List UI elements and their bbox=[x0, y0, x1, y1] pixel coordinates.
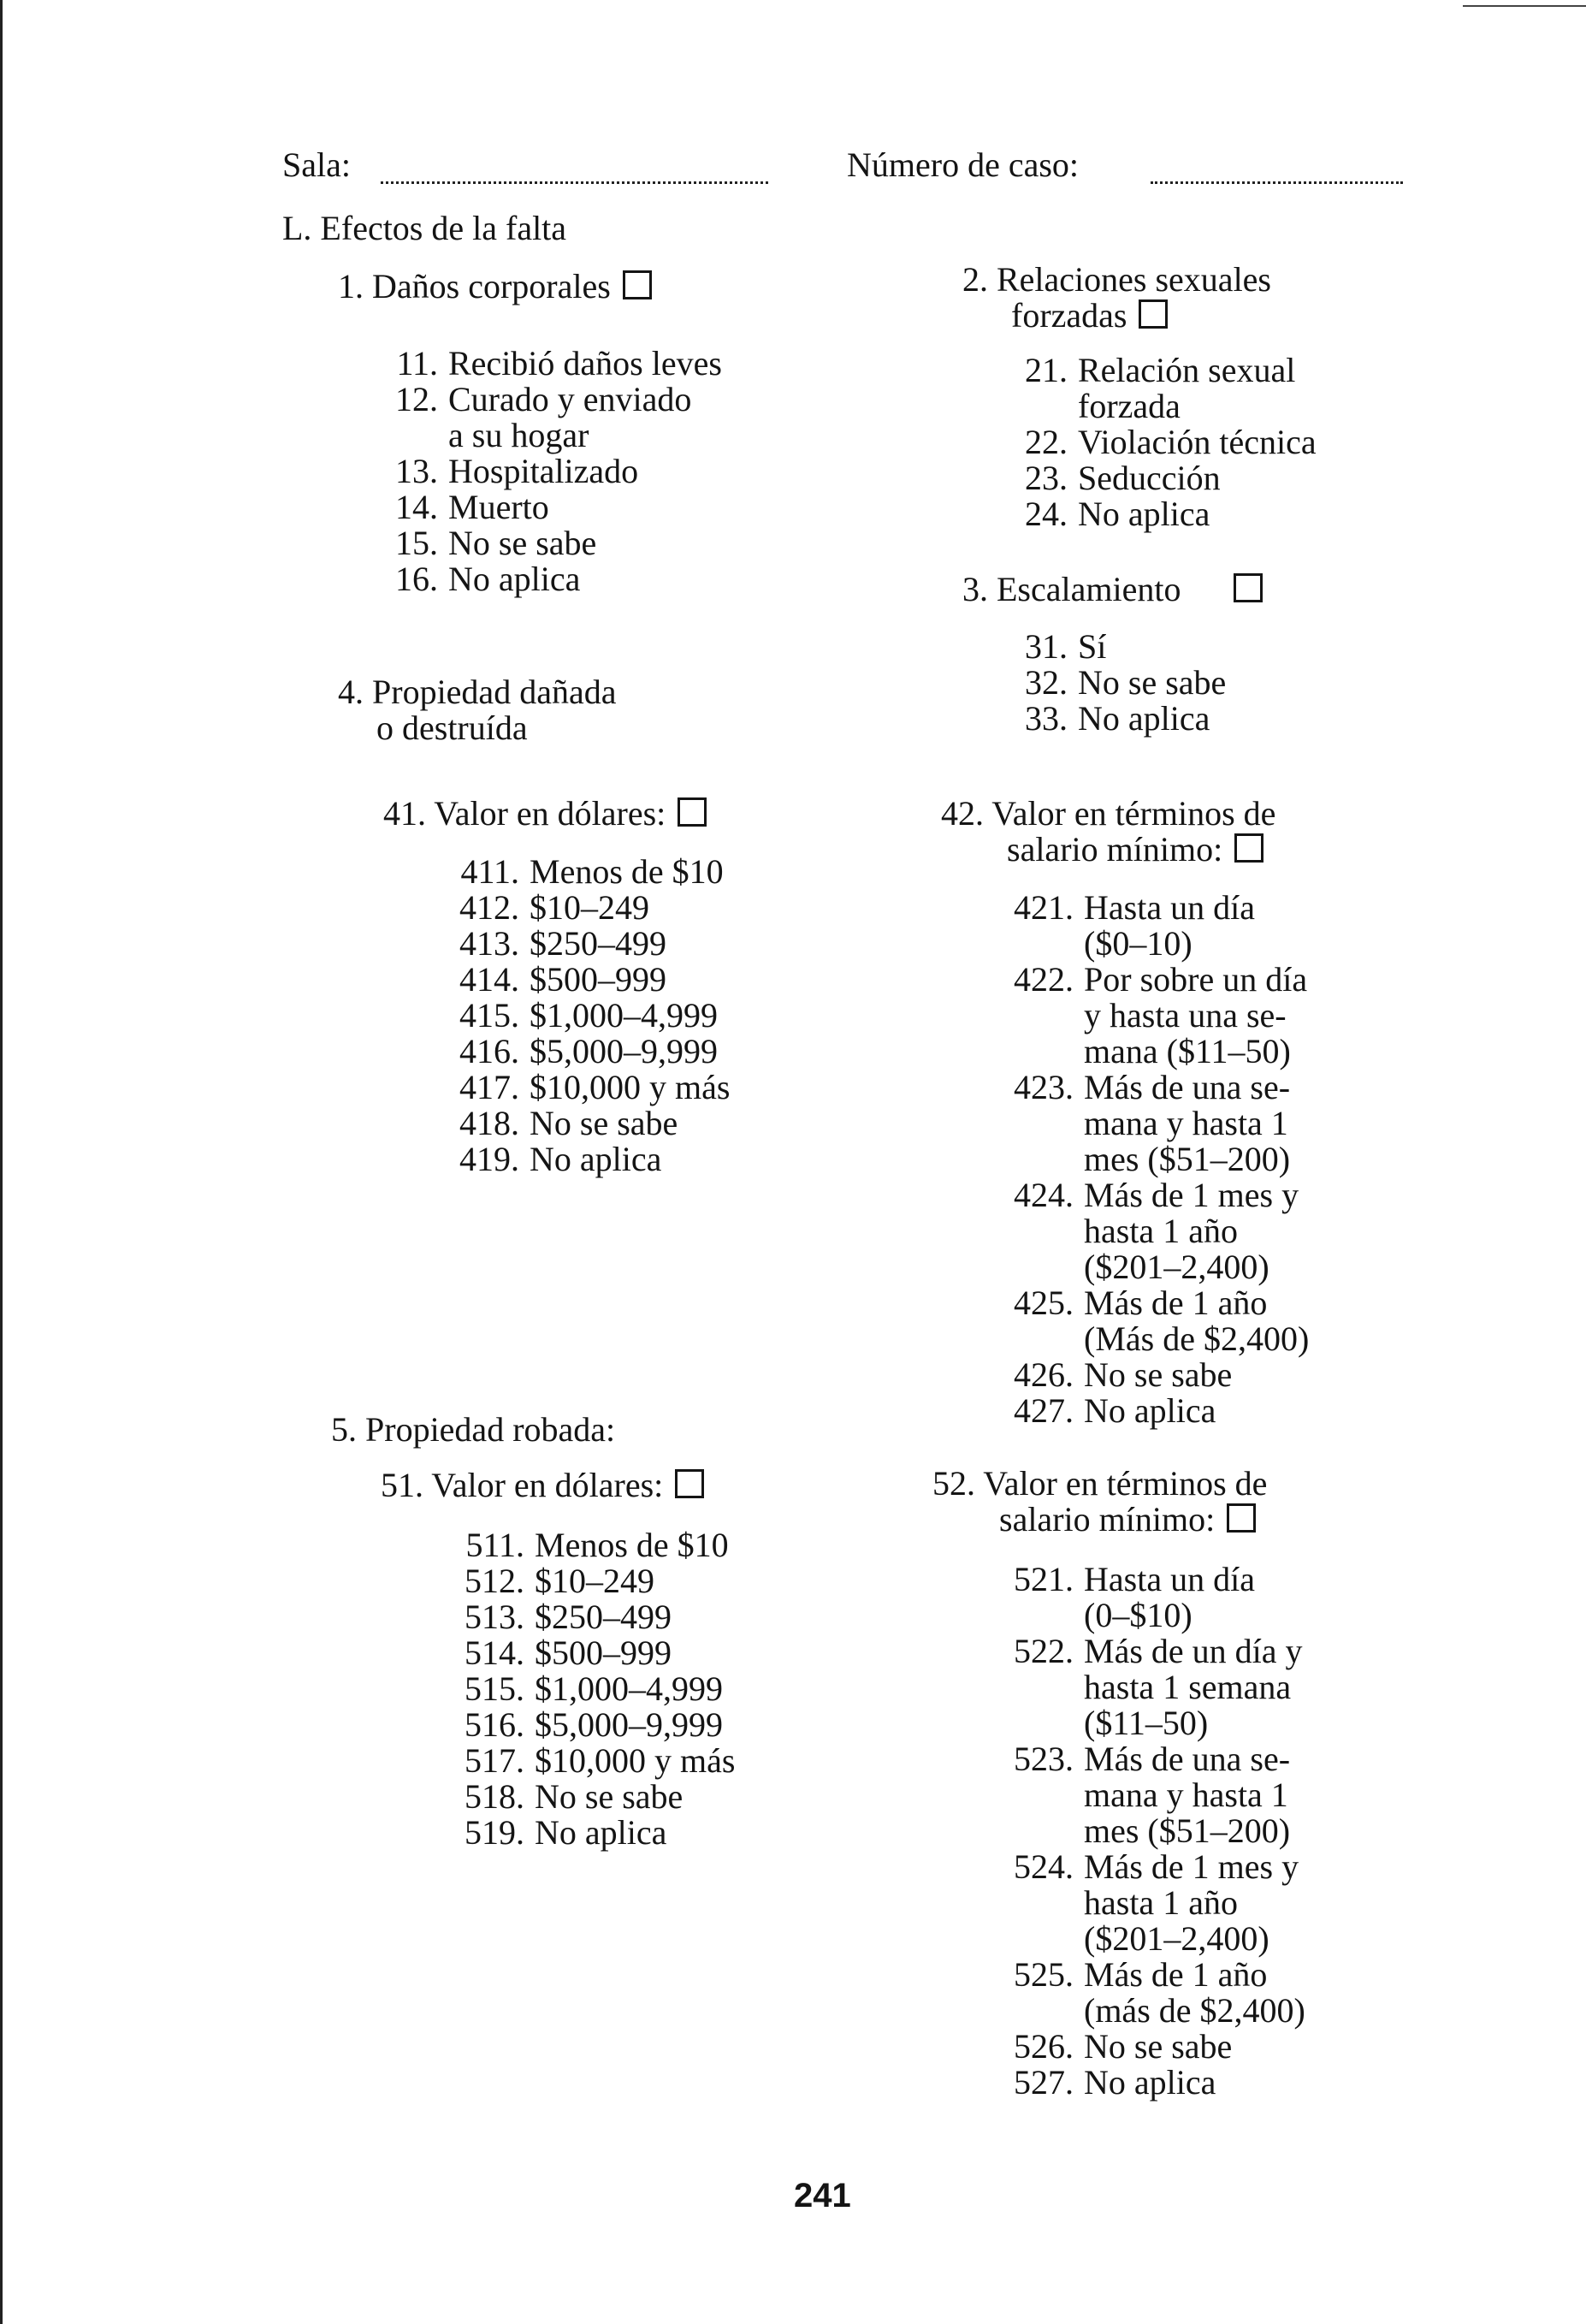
q41-label-text: 41. Valor en dólares: bbox=[383, 794, 666, 833]
option-row bbox=[438, 962, 730, 998]
option-row bbox=[992, 2065, 1305, 2101]
q3-label bbox=[962, 572, 1263, 608]
option-text: Hasta un día bbox=[1084, 1560, 1255, 1598]
q4-label-line2: o destruída bbox=[376, 708, 528, 747]
option-text: a su hogar bbox=[448, 416, 589, 454]
option-row bbox=[370, 346, 722, 382]
option-text: Relación sexual bbox=[1078, 351, 1296, 389]
q2-checkbox[interactable] bbox=[1139, 299, 1168, 329]
option-text: No aplica bbox=[1078, 495, 1210, 533]
option-row bbox=[992, 1957, 1305, 1993]
option-row bbox=[992, 1849, 1305, 1885]
option-text: $10,000 y más bbox=[535, 1741, 736, 1780]
option-number: 427. bbox=[1014, 1391, 1074, 1430]
option-text: No aplica bbox=[530, 1140, 662, 1178]
q1-label-text: 1. Daños corporales bbox=[338, 267, 611, 305]
option-row bbox=[992, 1669, 1305, 1705]
option-row bbox=[999, 701, 1226, 737]
option-number: 517. bbox=[465, 1741, 524, 1780]
option-row bbox=[992, 1777, 1305, 1813]
option-row bbox=[443, 1635, 735, 1671]
q51-label-text: 51. Valor en dólares: bbox=[381, 1466, 664, 1504]
option-number: 414. bbox=[459, 960, 519, 999]
q41-checkbox[interactable] bbox=[678, 797, 707, 827]
option-row bbox=[999, 388, 1317, 424]
option-number: 14. bbox=[395, 488, 438, 526]
option-text: (0–$10) bbox=[1084, 1596, 1192, 1634]
option-text: No se sabe bbox=[1084, 2027, 1233, 2066]
q42-label-line1: 42. Valor en términos de bbox=[941, 794, 1276, 833]
option-row bbox=[438, 1106, 730, 1141]
option-row bbox=[438, 1070, 730, 1106]
option-row bbox=[992, 1921, 1305, 1957]
option-text: Más de una se- bbox=[1084, 1740, 1291, 1778]
option-number: 32. bbox=[1025, 663, 1068, 702]
option-text: No se sabe bbox=[1078, 663, 1227, 702]
option-text: mana ($11–50) bbox=[1084, 1032, 1291, 1070]
option-text: $250–499 bbox=[530, 924, 666, 963]
q2-options bbox=[999, 353, 1317, 532]
option-row bbox=[999, 665, 1226, 701]
q3-options bbox=[999, 629, 1226, 737]
option-number: 516. bbox=[465, 1705, 524, 1744]
option-text: Más de 1 mes y bbox=[1084, 1847, 1299, 1886]
option-text: (más de $2,400) bbox=[1084, 1991, 1305, 2030]
option-text: Más de 1 mes y bbox=[1084, 1176, 1299, 1214]
q2-label-line2: forzadas bbox=[1011, 296, 1127, 335]
option-number: 11. bbox=[396, 344, 438, 382]
sala-label: Sala: bbox=[282, 145, 351, 184]
option-text: y hasta una se- bbox=[1084, 996, 1287, 1035]
option-text: hasta 1 año bbox=[1084, 1212, 1238, 1250]
option-text: $1,000–4,999 bbox=[535, 1669, 723, 1708]
q42-options bbox=[992, 890, 1309, 1429]
option-row bbox=[992, 1249, 1309, 1285]
option-number: 15. bbox=[395, 524, 438, 562]
option-number: 21. bbox=[1025, 351, 1068, 389]
q1-options bbox=[370, 346, 722, 597]
option-number: 419. bbox=[459, 1140, 519, 1178]
option-row bbox=[992, 1177, 1309, 1213]
option-number: 526. bbox=[1014, 2027, 1074, 2066]
q2-label-line1: 2. Relaciones sexuales bbox=[962, 260, 1271, 299]
option-row bbox=[992, 1285, 1309, 1321]
option-row bbox=[999, 460, 1317, 496]
option-text: $5,000–9,999 bbox=[535, 1705, 723, 1744]
option-text: mes ($51–200) bbox=[1084, 1811, 1291, 1850]
option-text: Menos de $10 bbox=[535, 1526, 729, 1564]
option-number: 31. bbox=[1025, 627, 1068, 666]
q1-checkbox[interactable] bbox=[623, 270, 652, 299]
option-number: 426. bbox=[1014, 1355, 1074, 1394]
option-text: $500–999 bbox=[530, 960, 666, 999]
option-row bbox=[438, 998, 730, 1034]
option-number: 412. bbox=[459, 888, 519, 927]
option-text: Seducción bbox=[1078, 459, 1221, 497]
option-number: 413. bbox=[459, 924, 519, 963]
section-title: L. Efectos de la falta bbox=[282, 209, 567, 247]
option-row bbox=[992, 1885, 1305, 1921]
option-row bbox=[992, 1741, 1305, 1777]
option-row bbox=[443, 1707, 735, 1743]
q51-checkbox[interactable] bbox=[675, 1469, 704, 1498]
option-row bbox=[999, 424, 1317, 460]
option-row bbox=[992, 1034, 1309, 1070]
option-text: ($11–50) bbox=[1084, 1704, 1209, 1742]
option-text: Más de 1 año bbox=[1084, 1284, 1268, 1322]
option-text: Más de 1 año bbox=[1084, 1955, 1268, 1994]
option-text: No se sabe bbox=[530, 1104, 678, 1142]
option-number: 425. bbox=[1014, 1284, 1074, 1322]
sala-blank-line bbox=[381, 181, 768, 184]
option-row bbox=[370, 454, 722, 489]
option-row bbox=[992, 1993, 1305, 2029]
option-text: $1,000–4,999 bbox=[530, 996, 718, 1035]
option-text: Por sobre un día bbox=[1084, 960, 1308, 999]
option-text: Muerto bbox=[448, 488, 549, 526]
q52-checkbox[interactable] bbox=[1227, 1503, 1256, 1533]
q41-options bbox=[438, 854, 730, 1177]
q42-label bbox=[941, 796, 1275, 868]
option-text: No aplica bbox=[1084, 1391, 1216, 1430]
option-number: 423. bbox=[1014, 1068, 1074, 1106]
option-number: 23. bbox=[1025, 459, 1068, 497]
caso-blank-line bbox=[1151, 181, 1403, 184]
option-number: 22. bbox=[1025, 423, 1068, 461]
option-number: 411. bbox=[460, 852, 519, 891]
option-text: Más de una se- bbox=[1084, 1068, 1291, 1106]
option-row bbox=[438, 854, 730, 890]
option-number: 16. bbox=[395, 560, 438, 598]
option-row bbox=[992, 1562, 1305, 1598]
q52-label bbox=[932, 1466, 1267, 1538]
option-text: No se sabe bbox=[1084, 1355, 1233, 1394]
option-number: 12. bbox=[395, 380, 438, 418]
option-row bbox=[443, 1671, 735, 1707]
option-row bbox=[370, 561, 722, 597]
option-row bbox=[443, 1815, 735, 1851]
option-text: No se sabe bbox=[535, 1777, 684, 1816]
option-row bbox=[999, 496, 1317, 532]
option-row bbox=[992, 1705, 1305, 1741]
q4-label-line1: 4. Propiedad dañada bbox=[338, 673, 617, 711]
option-number: 519. bbox=[465, 1813, 524, 1852]
option-number: 422. bbox=[1014, 960, 1074, 999]
option-row bbox=[992, 1106, 1309, 1141]
option-text: (Más de $2,400) bbox=[1084, 1319, 1310, 1358]
option-row bbox=[992, 962, 1309, 998]
option-row bbox=[992, 998, 1309, 1034]
option-text: $10,000 y más bbox=[530, 1068, 731, 1106]
option-row bbox=[370, 382, 722, 418]
option-row bbox=[438, 1141, 730, 1177]
option-row bbox=[370, 418, 722, 454]
option-text: $10–249 bbox=[535, 1562, 654, 1600]
option-row bbox=[992, 1633, 1305, 1669]
option-row bbox=[992, 1070, 1309, 1106]
option-row bbox=[992, 2029, 1305, 2065]
option-row bbox=[992, 1213, 1309, 1249]
option-row bbox=[370, 489, 722, 525]
option-text: $5,000–9,999 bbox=[530, 1032, 718, 1070]
option-row bbox=[438, 926, 730, 962]
option-text: hasta 1 año bbox=[1084, 1883, 1238, 1922]
option-row bbox=[992, 1598, 1305, 1633]
option-number: 525. bbox=[1014, 1955, 1074, 1994]
option-text: $500–999 bbox=[535, 1633, 672, 1672]
q52-label-line1: 52. Valor en términos de bbox=[932, 1464, 1268, 1503]
option-text: Hospitalizado bbox=[448, 452, 639, 490]
option-number: 513. bbox=[465, 1598, 524, 1636]
option-row bbox=[443, 1779, 735, 1815]
q3-checkbox[interactable] bbox=[1234, 573, 1263, 602]
q52-options bbox=[992, 1562, 1305, 2101]
option-number: 418. bbox=[459, 1104, 519, 1142]
option-row bbox=[370, 525, 722, 561]
option-number: 33. bbox=[1025, 699, 1068, 738]
q2-label bbox=[962, 262, 1271, 334]
q3-label-text: 3. Escalamiento bbox=[962, 570, 1181, 608]
page-left-edge bbox=[0, 0, 3, 2324]
option-text: forzada bbox=[1078, 387, 1181, 425]
option-row bbox=[992, 1321, 1309, 1357]
option-text: No aplica bbox=[1084, 2063, 1216, 2102]
option-row bbox=[443, 1599, 735, 1635]
option-text: Sí bbox=[1078, 627, 1107, 666]
option-text: ($0–10) bbox=[1084, 924, 1192, 963]
option-row bbox=[999, 353, 1317, 388]
option-row bbox=[438, 890, 730, 926]
option-row bbox=[992, 1141, 1309, 1177]
q42-label-line2: salario mínimo: bbox=[1007, 830, 1223, 869]
q52-label-line2: salario mínimo: bbox=[999, 1500, 1216, 1538]
q51-options bbox=[443, 1527, 735, 1851]
option-number: 512. bbox=[465, 1562, 524, 1600]
option-number: 24. bbox=[1025, 495, 1068, 533]
option-text: Recibió daños leves bbox=[448, 344, 722, 382]
option-row bbox=[999, 629, 1226, 665]
option-number: 518. bbox=[465, 1777, 524, 1816]
option-number: 424. bbox=[1014, 1176, 1074, 1214]
option-text: Hasta un día bbox=[1084, 888, 1255, 927]
option-number: 13. bbox=[395, 452, 438, 490]
option-number: 416. bbox=[459, 1032, 519, 1070]
option-row bbox=[443, 1743, 735, 1779]
option-row bbox=[992, 1393, 1309, 1429]
option-text: Curado y enviado bbox=[448, 380, 692, 418]
q42-checkbox[interactable] bbox=[1234, 833, 1263, 863]
option-number: 521. bbox=[1014, 1560, 1074, 1598]
option-text: $250–499 bbox=[535, 1598, 672, 1636]
option-text: No aplica bbox=[1078, 699, 1210, 738]
option-row bbox=[992, 890, 1309, 926]
option-row bbox=[992, 1813, 1305, 1849]
option-number: 421. bbox=[1014, 888, 1074, 927]
option-number: 415. bbox=[459, 996, 519, 1035]
option-text: Más de un día y bbox=[1084, 1632, 1303, 1670]
option-row bbox=[443, 1527, 735, 1563]
option-row bbox=[992, 1357, 1309, 1393]
option-row bbox=[443, 1563, 735, 1599]
page-top-edge bbox=[1463, 5, 1586, 7]
option-row bbox=[992, 926, 1309, 962]
option-row bbox=[438, 1034, 730, 1070]
option-text: No aplica bbox=[535, 1813, 667, 1852]
option-text: $10–249 bbox=[530, 888, 649, 927]
option-text: mana y hasta 1 bbox=[1084, 1776, 1288, 1814]
option-text: No aplica bbox=[448, 560, 581, 598]
option-number: 527. bbox=[1014, 2063, 1074, 2102]
option-text: Menos de $10 bbox=[530, 852, 724, 891]
option-number: 511. bbox=[465, 1526, 524, 1564]
option-text: Violación técnica bbox=[1078, 423, 1317, 461]
option-number: 514. bbox=[465, 1633, 524, 1672]
option-text: hasta 1 semana bbox=[1084, 1668, 1292, 1706]
option-text: ($201–2,400) bbox=[1084, 1919, 1269, 1958]
q41-label bbox=[383, 796, 707, 832]
option-number: 523. bbox=[1014, 1740, 1074, 1778]
q5-label: 5. Propiedad robada: bbox=[331, 1410, 616, 1449]
option-text: ($201–2,400) bbox=[1084, 1248, 1269, 1286]
option-text: mana y hasta 1 bbox=[1084, 1104, 1288, 1142]
q1-label bbox=[338, 269, 652, 305]
option-number: 417. bbox=[459, 1068, 519, 1106]
page-number: 241 bbox=[794, 2177, 851, 2214]
q51-label bbox=[381, 1467, 704, 1503]
option-text: No se sabe bbox=[448, 524, 597, 562]
option-text: mes ($51–200) bbox=[1084, 1140, 1291, 1178]
q4-label bbox=[338, 674, 616, 746]
option-number: 522. bbox=[1014, 1632, 1074, 1670]
caso-label: Número de caso: bbox=[847, 145, 1080, 184]
option-number: 515. bbox=[465, 1669, 524, 1708]
option-number: 524. bbox=[1014, 1847, 1074, 1886]
